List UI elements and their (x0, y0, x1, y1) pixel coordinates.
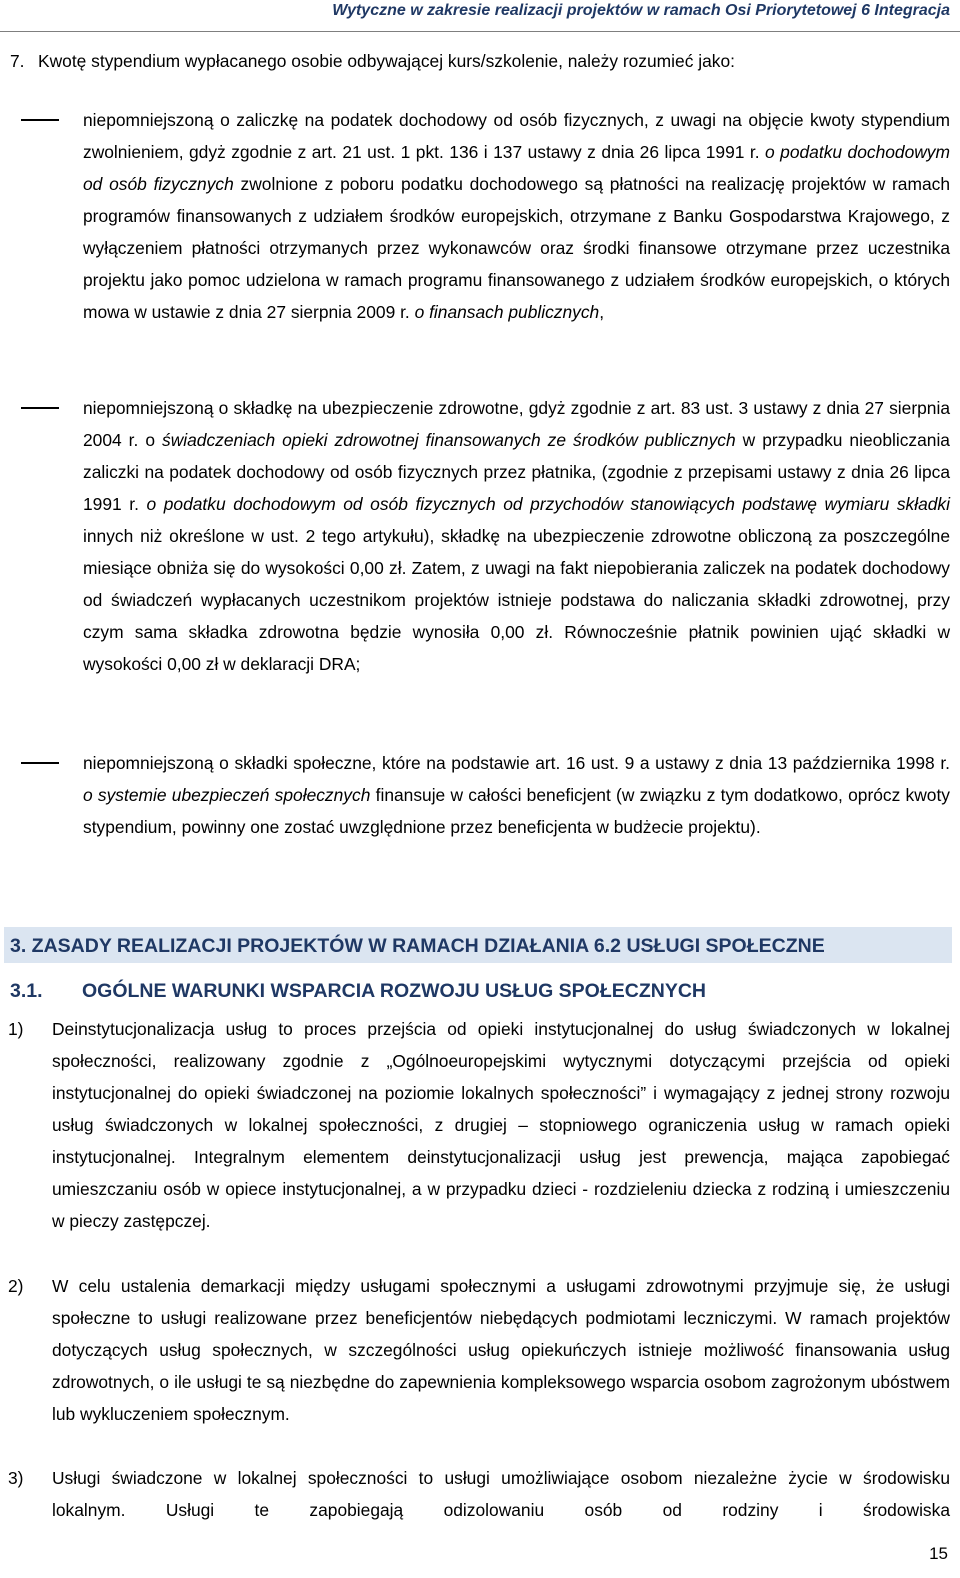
bullet-item-1-text (83, 104, 950, 328)
text-run: , (599, 302, 605, 322)
item-7-number (10, 45, 25, 77)
numbered-item-text: Usługi świadczone w lokalnej społeczności to usługi umożliwiające osobom niezależne życie w środowisku lokalnym. Usługi te zapobiegają odizolowaniu osób od rodziny i środowiska (52, 1468, 950, 1520)
numbered-item-label: 3) (8, 1468, 24, 1488)
bullet-item-3-text (83, 747, 950, 843)
numbered-item-label: 2) (8, 1276, 24, 1296)
text-run: w przypadku nieobliczania zaliczki na podatek dochodowy od osób fizycznych przez płatnika, (zgodnie z przepisami ustawy z dnia 26 lipca 1991 r. (83, 430, 950, 514)
bullet-item-2-text (83, 392, 950, 680)
numbered-item-1 (8, 1013, 950, 1237)
numbered-item-text: W celu ustalenia demarkacji między usługami społecznymi a usługami zdrowotnymi przyjmuje się, że usługi społeczne to usługi realizowane przez beneficjentów niebędących podmiotami leczniczymi. W ramach projektów dotyczących usług społecznych, w szczególności usług opiekuńczych istnieje możliwość finansowania usług zdrowotnych, o ile usługi te są niezbędne do zapewnienia kompleksowego wsparcia osobom zagrożonym ubóstwem lub wykluczeniem społecznym. (52, 1276, 950, 1424)
text-run: zwolnione z poboru podatku dochodowego są płatności na realizację projektów w ramach programów finansowanych z udziałem środków europejskich, otrzymane z Banku Gospodarstwa Krajowego, z wyłączeniem płatności otrzymanych przez wykonawców oraz środki finansowe otrzymane przez uczestnika projektu jako pomoc udzielona w ramach programu finansowanego z udziałem środków europejskich, o których mowa w ustawie z dnia 27 sierpnia 2009 r. (83, 174, 950, 322)
dash-bullet-icon (21, 407, 59, 409)
text-run: finansuje w całości beneficjent (w związku z tym dodatkowo, oprócz kwoty stypendium, powinny one zostać uwzględnione przez beneficjenta w budżecie projektu). (83, 785, 950, 837)
dash-bullet-icon (21, 762, 59, 764)
numbered-item-label: 1) (8, 1019, 24, 1039)
running-header: Wytyczne w zakresie realizacji projektów w ramach Osi Priorytetowej 6 Integracja (332, 2, 950, 19)
bullet-item-3 (83, 747, 950, 843)
text-run: niepomniejszoną o składkę na ubezpieczenie zdrowotne, gdyż zgodnie z art. 83 ust. 3 ustawy z dnia 27 sierpnia 2004 r. o (83, 398, 950, 450)
text-run: innych niż określone w ust. 2 tego artykułu), składkę na ubezpieczenie zdrowotne obliczoną za poszczególne miesiące obniża się do wysokości 0,00 zł. Zatem, z uwagi na fakt niepobierania zaliczek na podatek dochodowy od świadczeń wypłacanych uczestnikom projektów istnieje podstawa do naliczania składki zdrowotnej, przy czym sama składka zdrowotna będzie wynosiła 0,00 zł. Równocześnie płatnik powinien ująć składki w wysokości 0,00 zł w deklaracji DRA; (83, 526, 950, 674)
item-7-text: Kwotę stypendium wypłacanego osobie odbywającej kurs/szkolenie, należy rozumieć jako: (38, 51, 735, 71)
text-run: niepomniejszoną o składki społeczne, które na podstawie art. 16 ust. 9 a ustawy z dnia 13 października 1998 r. (83, 753, 950, 773)
item-7 (38, 45, 950, 77)
law-title: świadczeniach opieki zdrowotnej finansowanych ze środków publicznych (162, 430, 736, 450)
subsection-number: 3.1. (10, 980, 43, 1002)
dash-bullet-icon (21, 119, 59, 121)
law-title: o finansach publicznych (414, 302, 600, 322)
page-number: 15 (929, 1544, 948, 1563)
subsection-heading: OGÓLNE WARUNKI WSPARCIA ROZWOJU USŁUG SPOŁECZNYCH (82, 980, 706, 1002)
law-title: o systemie ubezpieczeń społecznych (83, 785, 371, 805)
law-title: o podatku dochodowym od osób fizycznych od przychodów stanowiących podstawę wymiaru składki (146, 494, 950, 514)
text-run: niepomniejszoną o zaliczkę na podatek dochodowy od osób fizycznych, z uwagi na objęcie kwoty stypendium zwolnieniem, gdyż zgodnie z art. 21 ust. 1 pkt. 136 i 137 ustawy z dnia 26 lipca 1991 r. (83, 110, 950, 162)
item-number: 7. (10, 51, 25, 71)
bullet-item-1 (83, 104, 950, 328)
numbered-item-2 (8, 1270, 950, 1430)
bullet-item-2 (83, 392, 950, 680)
section-heading: 3. ZASADY REALIZACJI PROJEKTÓW W RAMACH DZIAŁANIA 6.2 USŁUGI SPOŁECZNE (10, 935, 825, 957)
numbered-item-text: Deinstytucjonalizacja usług to proces przejścia od opieki instytucjonalnej do usług świadczonych w lokalnej społeczności, realizowany zgodnie z „Ogólnoeuropejskimi wytycznymi dotyczącymi przejścia od opieki instytucjonalnej do opieki świadczonej na poziomie lokalnych społeczności” i wymagający z jednej strony rozwoju usług świadczonych w lokalnej społeczności, z drugiej – stopniowego ograniczenia usług w ramach opieki instytucjonalnej. Integralnym elementem deinstytucjonalizacji usług jest prewencja, mająca zapobiegać umieszczaniu osób w opiece instytucjonalnej, a w przypadku dzieci - rozdzieleniu dziecka z rodziną i umieszczeniu w pieczy zastępczej. (52, 1019, 950, 1231)
law-title: o podatku dochodowym od osób fizycznych (83, 142, 950, 194)
numbered-item-3 (8, 1462, 950, 1526)
header-divider (0, 31, 960, 32)
